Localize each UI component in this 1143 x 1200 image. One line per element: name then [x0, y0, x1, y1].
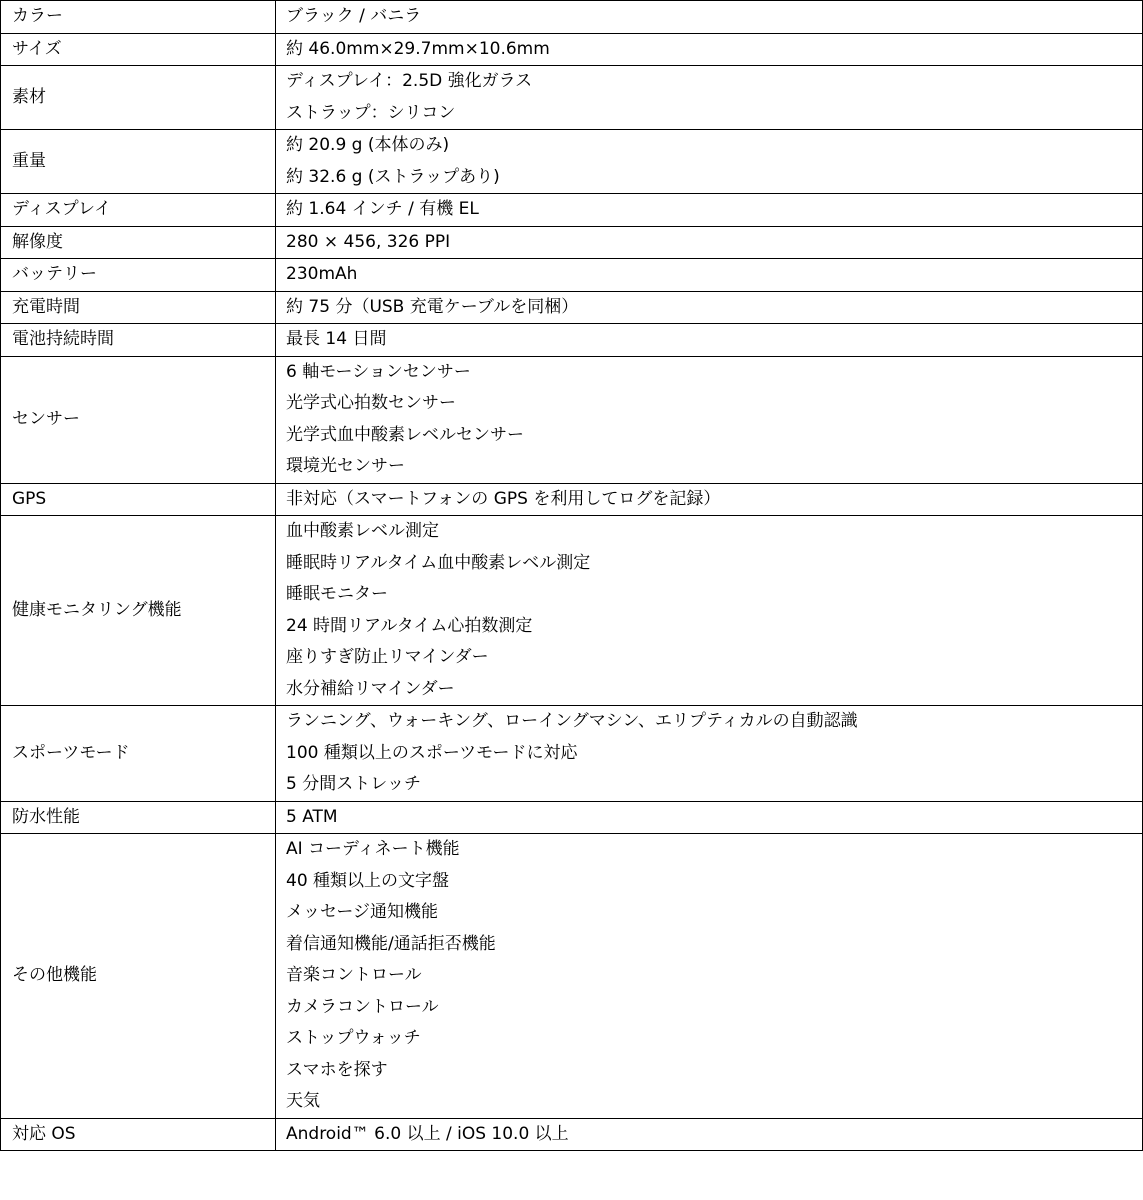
spec-value-line: 24 時間リアルタイム心拍数測定: [286, 615, 533, 636]
spec-value-cell: [276, 259, 1143, 292]
spec-row: [1, 66, 1143, 130]
spec-label: 電池持続時間: [1, 324, 276, 357]
spec-row: [1, 259, 1143, 292]
spec-value-line: 6 軸モーションセンサー: [286, 361, 471, 382]
spec-value-cell: [276, 1118, 1143, 1151]
spec-value-line: Android™ 6.0 以上 / iOS 10.0 以上: [286, 1123, 569, 1144]
spec-value-line: 約 1.64 インチ / 有機 EL: [286, 199, 479, 219]
spec-value-line: ストラップ：シリコン: [286, 102, 456, 123]
spec-label: スポーツモード: [1, 706, 276, 802]
spec-value-line: 着信通知機能/通話拒否機能: [286, 933, 496, 954]
spec-row: [1, 324, 1143, 357]
spec-value-line: 座りすぎ防止リマインダー: [286, 647, 489, 667]
spec-value-line: AI コーディネート機能: [286, 839, 460, 859]
spec-value-line: 5 分間ストレッチ: [286, 774, 422, 794]
spec-value-line: 水分補給リマインダー: [286, 678, 455, 699]
spec-row: [1, 1, 1143, 34]
spec-row: [1, 801, 1143, 834]
spec-label: 充電時間: [1, 291, 276, 324]
spec-label: その他機能: [1, 834, 276, 1119]
spec-label: ディスプレイ: [1, 194, 276, 227]
spec-row: [1, 194, 1143, 227]
spec-label: 防水性能: [1, 801, 276, 834]
spec-label: カラー: [1, 1, 276, 34]
spec-row: [1, 706, 1143, 802]
spec-value-line: 最長 14 日間: [286, 329, 387, 349]
spec-value-line: 睡眠モニター: [286, 584, 388, 604]
spec-table-body: [1, 1, 1143, 1151]
spec-value-line: 光学式血中酸素レベルセンサー: [286, 424, 524, 445]
spec-value-line: 280 × 456, 326 PPI: [286, 231, 451, 252]
spec-value-cell: [276, 356, 1143, 483]
spec-value-line: メッセージ通知機能: [286, 902, 438, 922]
spec-value-line: 230mAh: [286, 264, 358, 284]
spec-value-cell: [276, 194, 1143, 227]
spec-value-line: ランニング、ウォーキング、ローイングマシン、エリプティカルの自動認識: [286, 711, 858, 731]
spec-row: [1, 834, 1143, 1119]
spec-value-cell: [276, 33, 1143, 66]
spec-row: [1, 291, 1143, 324]
spec-value-line: スマホを探す: [286, 1059, 388, 1080]
spec-value-line: ディスプレイ：2.5D 強化ガラス: [286, 71, 533, 91]
spec-value-cell: [276, 801, 1143, 834]
spec-value-line: 40 種類以上の文字盤: [286, 870, 450, 891]
spec-row: [1, 1118, 1143, 1151]
spec-label: 解像度: [1, 226, 276, 259]
spec-label: バッテリー: [1, 259, 276, 292]
spec-label: GPS: [1, 483, 276, 516]
spec-value-cell: [276, 706, 1143, 802]
spec-value-cell: [276, 130, 1143, 194]
spec-label: 健康モニタリング機能: [1, 516, 276, 706]
spec-value-cell: [276, 324, 1143, 357]
spec-value-cell: [276, 516, 1143, 706]
spec-value-cell: [276, 291, 1143, 324]
spec-value-line: 睡眠時リアルタイム血中酸素レベル測定: [286, 552, 591, 573]
spec-row: [1, 516, 1143, 706]
spec-value-cell: [276, 1, 1143, 34]
spec-row: [1, 33, 1143, 66]
spec-label: 対応 OS: [1, 1118, 276, 1151]
spec-label: 重量: [1, 130, 276, 194]
spec-value-line: 約 75 分（USB 充電ケーブルを同梱）: [286, 296, 579, 317]
spec-value-cell: [276, 483, 1143, 516]
spec-value-line: カメラコントロール: [286, 996, 439, 1017]
spec-value-cell: [276, 834, 1143, 1119]
spec-value-line: ブラック / バニラ: [286, 6, 422, 26]
spec-value-line: 約 32.6 g (ストラップあり): [286, 166, 500, 187]
spec-value-line: 環境光センサー: [286, 456, 405, 476]
spec-row: [1, 130, 1143, 194]
spec-value-line: 5 ATM: [286, 806, 338, 827]
spec-value-line: 天気: [286, 1091, 320, 1111]
spec-value-cell: [276, 66, 1143, 130]
spec-value-line: 100 種類以上のスポーツモードに対応: [286, 742, 578, 763]
spec-value-line: 非対応（スマートフォンの GPS を利用してログを記録）: [286, 488, 721, 509]
spec-row: [1, 356, 1143, 483]
spec-value-line: 約 46.0mm×29.7mm×10.6mm: [286, 38, 550, 59]
spec-label: センサー: [1, 356, 276, 483]
spec-value-line: 音楽コントロール: [286, 965, 422, 985]
spec-value-line: 血中酸素レベル測定: [286, 521, 439, 541]
spec-value-line: 約 20.9 g (本体のみ): [286, 135, 450, 155]
spec-label: サイズ: [1, 33, 276, 66]
spec-label: 素材: [1, 66, 276, 130]
spec-value-line: ストップウォッチ: [286, 1028, 421, 1048]
spec-row: [1, 483, 1143, 516]
spec-value-cell: [276, 226, 1143, 259]
spec-value-line: 光学式心拍数センサー: [286, 393, 456, 413]
spec-row: [1, 226, 1143, 259]
